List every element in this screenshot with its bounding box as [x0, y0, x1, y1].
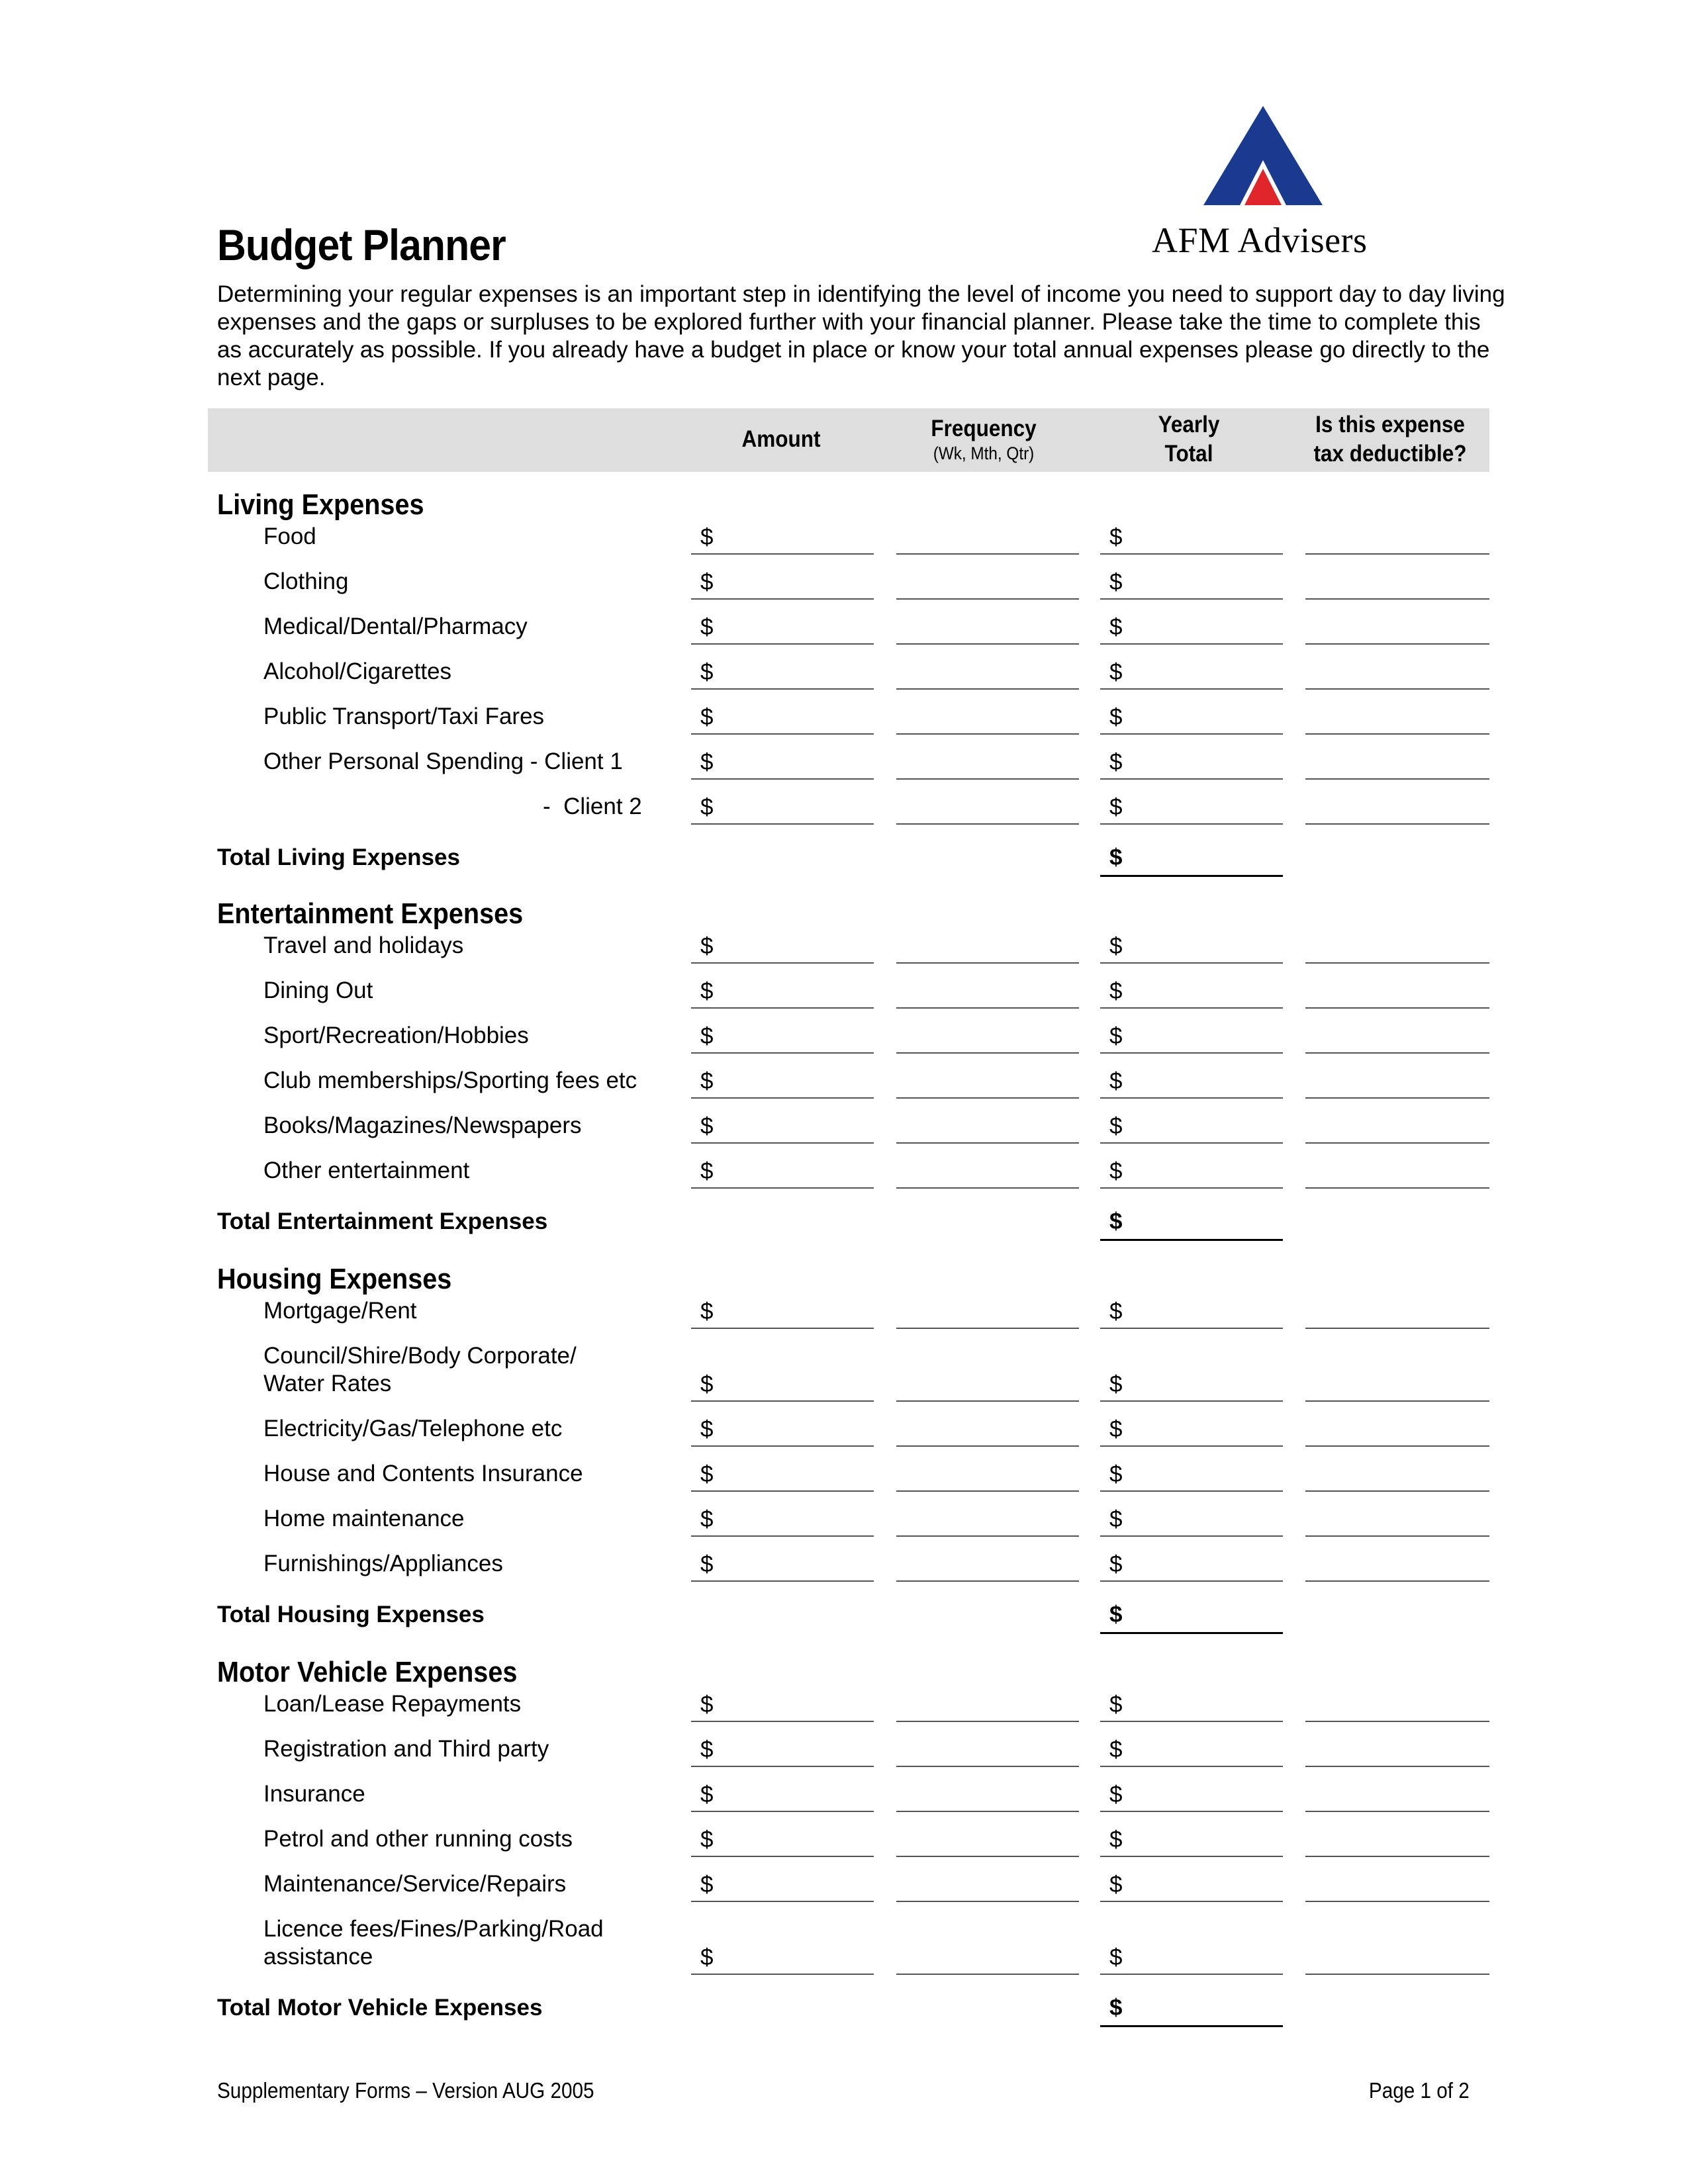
section-total-input-line[interactable] — [1100, 875, 1283, 877]
yearly-currency-symbol: $ — [1109, 1737, 1123, 1762]
amount-input-line[interactable] — [691, 1328, 874, 1329]
yearly-currency-symbol: $ — [1109, 569, 1123, 595]
section-total-input-line[interactable] — [1100, 1632, 1283, 1634]
header-frequency-sub: (Wk, Mth, Qtr) — [933, 443, 1035, 463]
yearly-currency-symbol: $ — [1109, 1506, 1123, 1532]
frequency-input-line[interactable] — [896, 778, 1079, 780]
yearly-currency-symbol: $ — [1109, 1158, 1123, 1184]
yearly-total-input-line[interactable] — [1100, 1400, 1283, 1402]
yearly-currency-symbol: $ — [1109, 1551, 1123, 1577]
section-total-label: Total Motor Vehicle Expenses — [217, 1995, 543, 2021]
section-total-label: Total Entertainment Expenses — [217, 1208, 548, 1234]
amount-input-line[interactable] — [691, 1811, 874, 1812]
yearly-currency-symbol: $ — [1109, 1461, 1123, 1487]
frequency-input-line[interactable] — [896, 1052, 1079, 1054]
yearly-total-input-line[interactable] — [1100, 1974, 1283, 1975]
amount-input-line[interactable] — [691, 1766, 874, 1767]
expense-label: Dining Out — [263, 978, 373, 1003]
tax-deductible-input-line[interactable] — [1305, 1811, 1489, 1812]
amount-input-line[interactable] — [691, 962, 874, 964]
frequency-input-line[interactable] — [896, 733, 1079, 735]
header-yearly-line1: Yearly — [1158, 412, 1220, 437]
expense-label: Books/Magazines/Newspapers — [263, 1113, 582, 1138]
tax-deductible-input-line[interactable] — [1305, 1142, 1489, 1144]
expense-label: Club memberships/Sporting fees etc — [263, 1068, 637, 1093]
section-title: Living Expenses — [217, 488, 424, 521]
amount-input-line[interactable] — [691, 1490, 874, 1492]
amount-currency-symbol: $ — [700, 1782, 714, 1807]
amount-currency-symbol: $ — [700, 1158, 714, 1184]
amount-currency-symbol: $ — [700, 1872, 714, 1897]
expense-label: Licence fees/Fines/Parking/Road assistance — [263, 1916, 604, 1970]
tax-deductible-input-line[interactable] — [1305, 1007, 1489, 1009]
amount-currency-symbol: $ — [700, 1506, 714, 1532]
amount-currency-symbol: $ — [700, 1737, 714, 1762]
tax-deductible-input-line[interactable] — [1305, 1097, 1489, 1099]
yearly-total-input-line[interactable] — [1100, 1535, 1283, 1537]
tax-deductible-input-line[interactable] — [1305, 1187, 1489, 1189]
expense-label: Food — [263, 523, 316, 549]
amount-currency-symbol: $ — [700, 614, 714, 640]
amount-currency-symbol: $ — [700, 704, 714, 730]
yearly-total-input-line[interactable] — [1100, 553, 1283, 555]
section-total-currency-symbol: $ — [1109, 1208, 1123, 1234]
amount-input-line[interactable] — [691, 1974, 874, 1975]
yearly-currency-symbol: $ — [1109, 1068, 1123, 1094]
yearly-total-input-line[interactable] — [1100, 688, 1283, 690]
yearly-total-input-line[interactable] — [1100, 1811, 1283, 1812]
tax-deductible-input-line[interactable] — [1305, 733, 1489, 735]
expense-label: Other Personal Spending - Client 1 — [263, 749, 623, 774]
amount-input-line[interactable] — [691, 823, 874, 825]
frequency-input-line[interactable] — [896, 1400, 1079, 1402]
expense-label: Petrol and other running costs — [263, 1826, 573, 1852]
amount-currency-symbol: $ — [700, 524, 714, 550]
amount-currency-symbol: $ — [700, 1416, 714, 1442]
tax-deductible-input-line[interactable] — [1305, 1721, 1489, 1722]
expense-label: Medical/Dental/Pharmacy — [263, 614, 528, 639]
yearly-total-input-line[interactable] — [1100, 823, 1283, 825]
frequency-input-line[interactable] — [896, 1007, 1079, 1009]
frequency-input-line[interactable] — [896, 1535, 1079, 1537]
expense-label: Insurance — [263, 1781, 365, 1807]
afm-logo — [1152, 106, 1390, 265]
amount-input-line[interactable] — [691, 1097, 874, 1099]
section-total-label: Total Housing Expenses — [217, 1602, 485, 1627]
afm-triangle-icon — [1203, 106, 1323, 212]
expense-label: Travel and holidays — [263, 933, 464, 958]
yearly-total-input-line[interactable] — [1100, 1328, 1283, 1329]
expense-label: Public Transport/Taxi Fares — [263, 704, 545, 729]
amount-currency-symbol: $ — [700, 1113, 714, 1139]
amount-currency-symbol: $ — [700, 1023, 714, 1049]
section-title: Housing Expenses — [217, 1263, 452, 1295]
frequency-input-line[interactable] — [896, 1580, 1079, 1582]
tax-deductible-input-line[interactable] — [1305, 1901, 1489, 1902]
amount-input-line[interactable] — [691, 1187, 874, 1189]
amount-input-line[interactable] — [691, 1400, 874, 1402]
frequency-input-line[interactable] — [896, 962, 1079, 964]
section-total-currency-symbol: $ — [1109, 1995, 1123, 2021]
header-frequency-label: Frequency — [931, 416, 1037, 441]
amount-currency-symbol: $ — [700, 1298, 714, 1324]
expense-label: Alcohol/Cigarettes — [263, 659, 452, 684]
header-tax-deductible — [1301, 410, 1479, 469]
yearly-currency-symbol: $ — [1109, 1298, 1123, 1324]
tax-deductible-input-line[interactable] — [1305, 598, 1489, 600]
section-total-currency-symbol: $ — [1109, 844, 1123, 870]
tax-deductible-input-line[interactable] — [1305, 1974, 1489, 1975]
amount-currency-symbol: $ — [700, 569, 714, 595]
yearly-total-input-line[interactable] — [1100, 778, 1283, 780]
frequency-input-line[interactable] — [896, 1445, 1079, 1447]
yearly-total-input-line[interactable] — [1100, 1766, 1283, 1767]
yearly-total-input-line[interactable] — [1100, 1490, 1283, 1492]
tax-deductible-input-line[interactable] — [1305, 1856, 1489, 1857]
yearly-currency-symbol: $ — [1109, 978, 1123, 1004]
yearly-currency-symbol: $ — [1109, 1416, 1123, 1442]
yearly-total-input-line[interactable] — [1100, 1901, 1283, 1902]
amount-currency-symbol: $ — [700, 659, 714, 685]
amount-currency-symbol: $ — [700, 1461, 714, 1487]
frequency-input-line[interactable] — [896, 1901, 1079, 1902]
frequency-input-line[interactable] — [896, 1974, 1079, 1975]
yearly-currency-symbol: $ — [1109, 1692, 1123, 1717]
yearly-currency-symbol: $ — [1109, 1827, 1123, 1852]
yearly-currency-symbol: $ — [1109, 794, 1123, 820]
expense-label: Council/Shire/Body Corporate/ Water Rates — [263, 1343, 577, 1396]
footer-page-number: Page 1 of 2 — [1369, 2078, 1470, 2103]
section-title: Entertainment Expenses — [217, 897, 524, 930]
section-total-currency-symbol: $ — [1109, 1602, 1123, 1627]
tax-deductible-input-line[interactable] — [1305, 1490, 1489, 1492]
header-tax-line2: tax deductible? — [1313, 441, 1467, 467]
tax-deductible-input-line[interactable] — [1305, 1052, 1489, 1054]
expense-label: - Client 2 — [543, 794, 642, 819]
amount-input-line[interactable] — [691, 1721, 874, 1722]
expense-label: Clothing — [263, 569, 349, 594]
amount-input-line[interactable] — [691, 1007, 874, 1009]
amount-input-line[interactable] — [691, 1856, 874, 1857]
yearly-currency-symbol: $ — [1109, 1872, 1123, 1897]
header-frequency — [900, 414, 1067, 463]
yearly-total-input-line[interactable] — [1100, 1721, 1283, 1722]
expense-label: Furnishings/Appliances — [263, 1551, 503, 1576]
yearly-total-input-line[interactable] — [1100, 643, 1283, 645]
frequency-input-line[interactable] — [896, 823, 1079, 825]
section-title: Motor Vehicle Expenses — [217, 1656, 518, 1688]
yearly-total-input-line[interactable] — [1100, 1187, 1283, 1189]
tax-deductible-input-line[interactable] — [1305, 1328, 1489, 1329]
amount-input-line[interactable] — [691, 1901, 874, 1902]
amount-input-line[interactable] — [691, 1052, 874, 1054]
amount-currency-symbol: $ — [700, 1827, 714, 1852]
amount-currency-symbol: $ — [700, 749, 714, 775]
yearly-currency-symbol: $ — [1109, 1782, 1123, 1807]
frequency-input-line[interactable] — [896, 1766, 1079, 1767]
yearly-total-input-line[interactable] — [1100, 962, 1283, 964]
frequency-input-line[interactable] — [896, 688, 1079, 690]
yearly-currency-symbol: $ — [1109, 933, 1123, 959]
amount-input-line[interactable] — [691, 1142, 874, 1144]
expense-label: Loan/Lease Repayments — [263, 1691, 522, 1717]
amount-currency-symbol: $ — [700, 1371, 714, 1397]
frequency-input-line[interactable] — [896, 1142, 1079, 1144]
expense-label: House and Contents Insurance — [263, 1461, 583, 1486]
header-yearly-total — [1105, 410, 1272, 469]
yearly-currency-symbol: $ — [1109, 524, 1123, 550]
expense-label: Other entertainment — [263, 1158, 470, 1183]
amount-input-line[interactable] — [691, 643, 874, 645]
tax-deductible-input-line[interactable] — [1305, 553, 1489, 555]
amount-currency-symbol: $ — [700, 1944, 714, 1970]
expense-label: Home maintenance — [263, 1506, 465, 1531]
amount-input-line[interactable] — [691, 598, 874, 600]
header-amount: Amount — [741, 426, 821, 452]
tax-deductible-input-line[interactable] — [1305, 1445, 1489, 1447]
yearly-currency-symbol: $ — [1109, 659, 1123, 685]
amount-currency-symbol: $ — [700, 794, 714, 820]
amount-currency-symbol: $ — [700, 1551, 714, 1577]
tax-deductible-input-line[interactable] — [1305, 1400, 1489, 1402]
amount-input-line[interactable] — [691, 688, 874, 690]
yearly-total-input-line[interactable] — [1100, 733, 1283, 735]
frequency-input-line[interactable] — [896, 1856, 1079, 1857]
header-yearly-line2: Total — [1164, 441, 1213, 467]
tax-deductible-input-line[interactable] — [1305, 962, 1489, 964]
tax-deductible-input-line[interactable] — [1305, 778, 1489, 780]
tax-deductible-input-line[interactable] — [1305, 1580, 1489, 1582]
yearly-total-input-line[interactable] — [1100, 1007, 1283, 1009]
yearly-currency-symbol: $ — [1109, 614, 1123, 640]
tax-deductible-input-line[interactable] — [1305, 823, 1489, 825]
page-title: Budget Planner — [217, 220, 506, 269]
expense-label: Mortgage/Rent — [263, 1298, 417, 1324]
yearly-currency-symbol: $ — [1109, 1023, 1123, 1049]
logo-text: AFM Advisers — [1152, 220, 1368, 260]
yearly-currency-symbol: $ — [1109, 1371, 1123, 1397]
yearly-currency-symbol: $ — [1109, 1944, 1123, 1970]
amount-currency-symbol: $ — [700, 978, 714, 1004]
frequency-input-line[interactable] — [896, 598, 1079, 600]
frequency-input-line[interactable] — [896, 1187, 1079, 1189]
frequency-input-line[interactable] — [896, 1811, 1079, 1812]
yearly-total-input-line[interactable] — [1100, 1142, 1283, 1144]
yearly-total-input-line[interactable] — [1100, 1052, 1283, 1054]
yearly-total-input-line[interactable] — [1100, 1097, 1283, 1099]
yearly-total-input-line[interactable] — [1100, 598, 1283, 600]
yearly-total-input-line[interactable] — [1100, 1580, 1283, 1582]
frequency-input-line[interactable] — [896, 1097, 1079, 1099]
amount-input-line[interactable] — [691, 553, 874, 555]
tax-deductible-input-line[interactable] — [1305, 1535, 1489, 1537]
amount-currency-symbol: $ — [700, 1692, 714, 1717]
amount-input-line[interactable] — [691, 778, 874, 780]
section-total-label: Total Living Expenses — [217, 844, 460, 870]
amount-currency-symbol: $ — [700, 1068, 714, 1094]
frequency-input-line[interactable] — [896, 1490, 1079, 1492]
tax-deductible-input-line[interactable] — [1305, 1766, 1489, 1767]
expense-label: Registration and Third party — [263, 1736, 549, 1762]
frequency-input-line[interactable] — [896, 1721, 1079, 1722]
expense-label: Electricity/Gas/Telephone etc — [263, 1416, 563, 1441]
yearly-currency-symbol: $ — [1109, 749, 1123, 775]
footer-version: Supplementary Forms – Version AUG 2005 — [217, 2078, 594, 2103]
amount-input-line[interactable] — [691, 1535, 874, 1537]
yearly-total-input-line[interactable] — [1100, 1856, 1283, 1857]
section-total-input-line[interactable] — [1100, 2025, 1283, 2027]
expense-label: Maintenance/Service/Repairs — [263, 1871, 567, 1897]
header-tax-line1: Is this expense — [1315, 412, 1465, 437]
amount-input-line[interactable] — [691, 733, 874, 735]
frequency-input-line[interactable] — [896, 643, 1079, 645]
amount-input-line[interactable] — [691, 1580, 874, 1582]
amount-currency-symbol: $ — [700, 933, 714, 959]
tax-deductible-input-line[interactable] — [1305, 688, 1489, 690]
expense-label: Sport/Recreation/Hobbies — [263, 1023, 529, 1048]
amount-input-line[interactable] — [691, 1445, 874, 1447]
frequency-input-line[interactable] — [896, 1328, 1079, 1329]
yearly-currency-symbol: $ — [1109, 704, 1123, 730]
yearly-total-input-line[interactable] — [1100, 1445, 1283, 1447]
tax-deductible-input-line[interactable] — [1305, 643, 1489, 645]
section-total-input-line[interactable] — [1100, 1239, 1283, 1241]
intro-paragraph: Determining your regular expenses is an important step in identifying the level of income you need to support day to day living expenses and the gaps or surpluses to be explored further with your financial planner. Please take the time to complete this as accurately as possible. If you already have a budget in place or know your total annual expenses please go directly to the next page. — [217, 281, 1505, 390]
frequency-input-line[interactable] — [896, 553, 1079, 555]
yearly-currency-symbol: $ — [1109, 1113, 1123, 1139]
